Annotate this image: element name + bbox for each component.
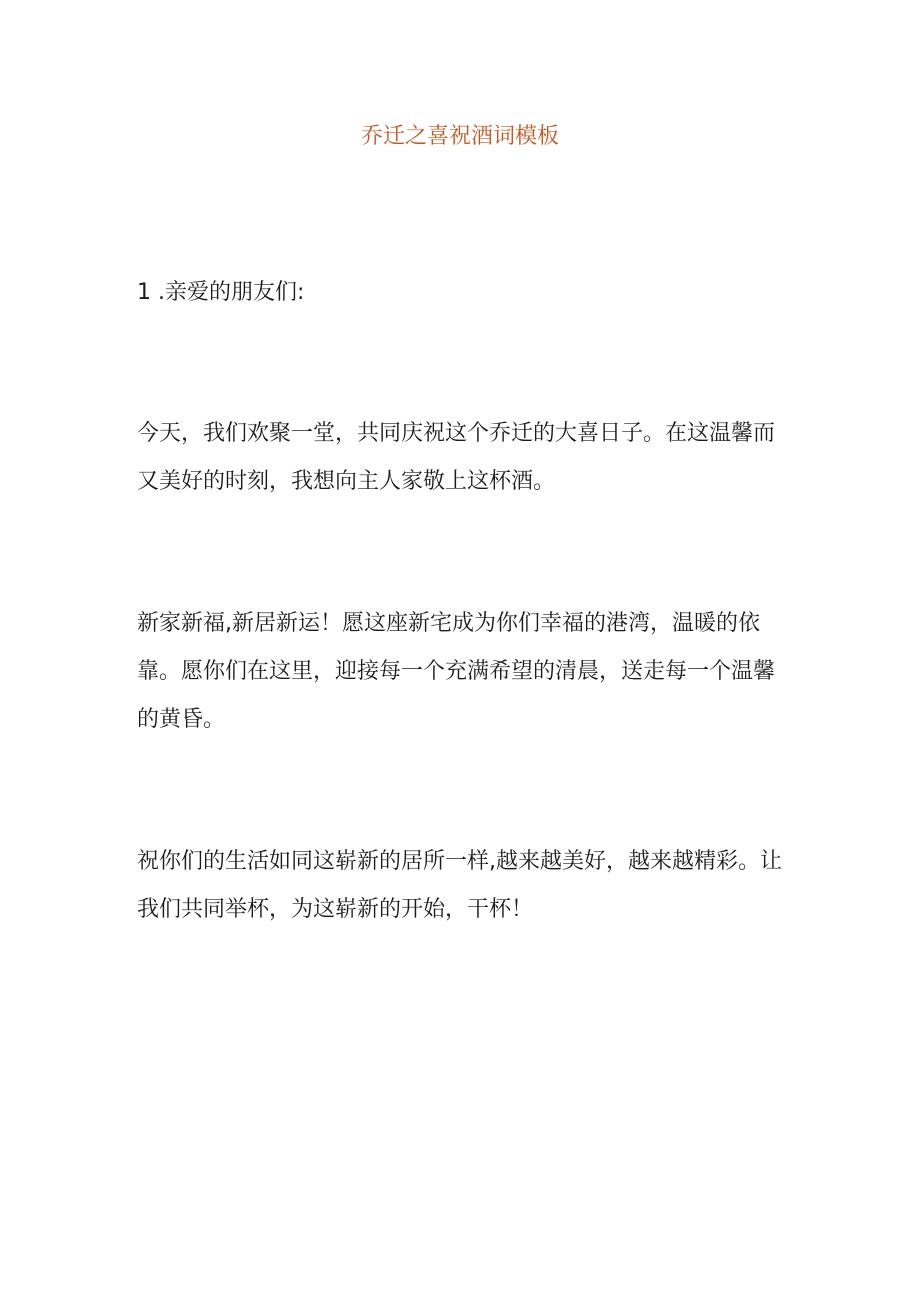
paragraph-1: 今天，我们欢聚一堂，共同庆祝这个乔迁的大喜日子。在这温馨而又美好的时刻，我想向主人家敬上这杯酒。 [137,421,776,494]
paragraph-3: 祝你们的生活如同这崭新的居所一样,越来越美好，越来越精彩。让我们共同举杯，为这崭新的开始，干杯！ [137,849,782,922]
document-title: 乔迁之喜祝酒词模板 [360,124,559,149]
section-heading: 1 .亲爱的朋友们: [137,280,305,305]
paragraph-2: 新家新福,新居新运！愿这座新宅成为你们幸福的港湾，温暖的依靠。愿你们在这里，迎接每一个充满希望的清晨，送走每一个温馨的黄昏。 [137,611,776,732]
